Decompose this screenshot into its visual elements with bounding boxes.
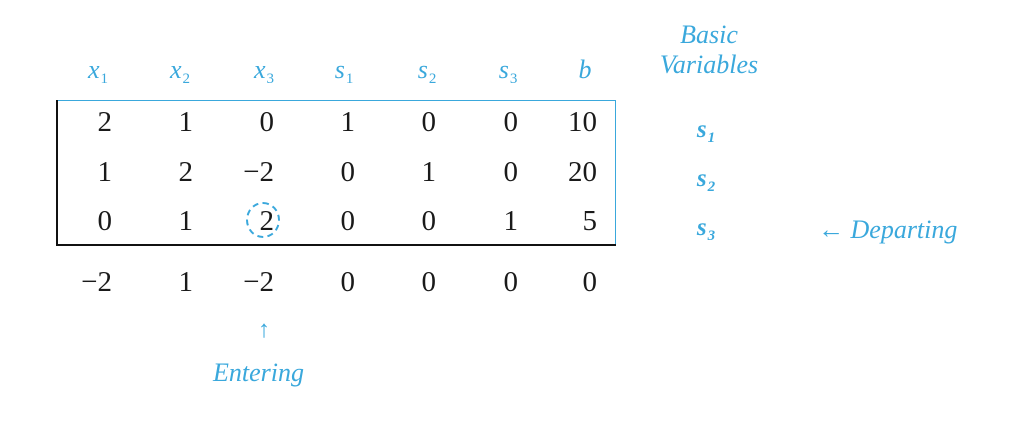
cell-r3-c3-pivot: 2 [259,205,274,237]
cell-r3-c1: 0 [97,205,112,237]
obj-c7: 0 [582,266,597,298]
header-x3: $x_3$ [253,55,275,87]
cell-r2-c3: −2 [243,156,274,188]
cell-r3-c6: 1 [503,205,518,237]
basic-var-s1: $s_1$ [696,116,716,146]
cell-r1-c3: 0 [259,106,274,138]
cell-r1-c7: 10 [568,106,597,138]
departing-label: ← Departing [818,215,958,244]
cell-r2-c4: 0 [340,156,355,188]
obj-c2: 1 [178,266,193,298]
cell-r2-c1: 1 [97,156,112,188]
header-x2: $x_2$ [169,55,191,87]
basic-var-s2: $s_2$ [696,165,716,195]
cell-r1-c4: 1 [340,106,355,138]
obj-c5: 0 [421,266,436,298]
obj-c3: −2 [243,266,274,298]
cell-r2-c5: 1 [421,156,436,188]
entering-arrow-icon: ↑ [258,317,270,343]
header-s3: $s_3$ [498,55,518,87]
bottom-rule [56,244,616,246]
obj-c1: −2 [81,266,112,298]
cell-r1-c6: 0 [503,106,518,138]
cell-r2-c2: 2 [178,156,193,188]
cell-r1-c2: 1 [178,106,193,138]
cell-r1-c5: 0 [421,106,436,138]
header-s2: $s_2$ [417,55,437,87]
cell-r2-c6: 0 [503,156,518,188]
obj-c4: 0 [340,266,355,298]
basic-variables-title: Basic Variables [659,20,759,79]
header-x1: $x_1$ [87,55,109,87]
header-b: b [578,55,592,84]
cell-r3-c5: 0 [421,205,436,237]
cell-r3-c4: 0 [340,205,355,237]
cell-r2-c7: 20 [568,156,597,188]
cell-r3-c7: 5 [582,205,597,237]
basic-var-s3: $s_3$ [696,214,716,244]
entering-label: Entering [213,358,304,387]
obj-c6: 0 [503,266,518,298]
header-s1: $s_1$ [334,55,354,87]
cell-r3-c2: 1 [178,205,193,237]
cell-r1-c1: 2 [97,106,112,138]
